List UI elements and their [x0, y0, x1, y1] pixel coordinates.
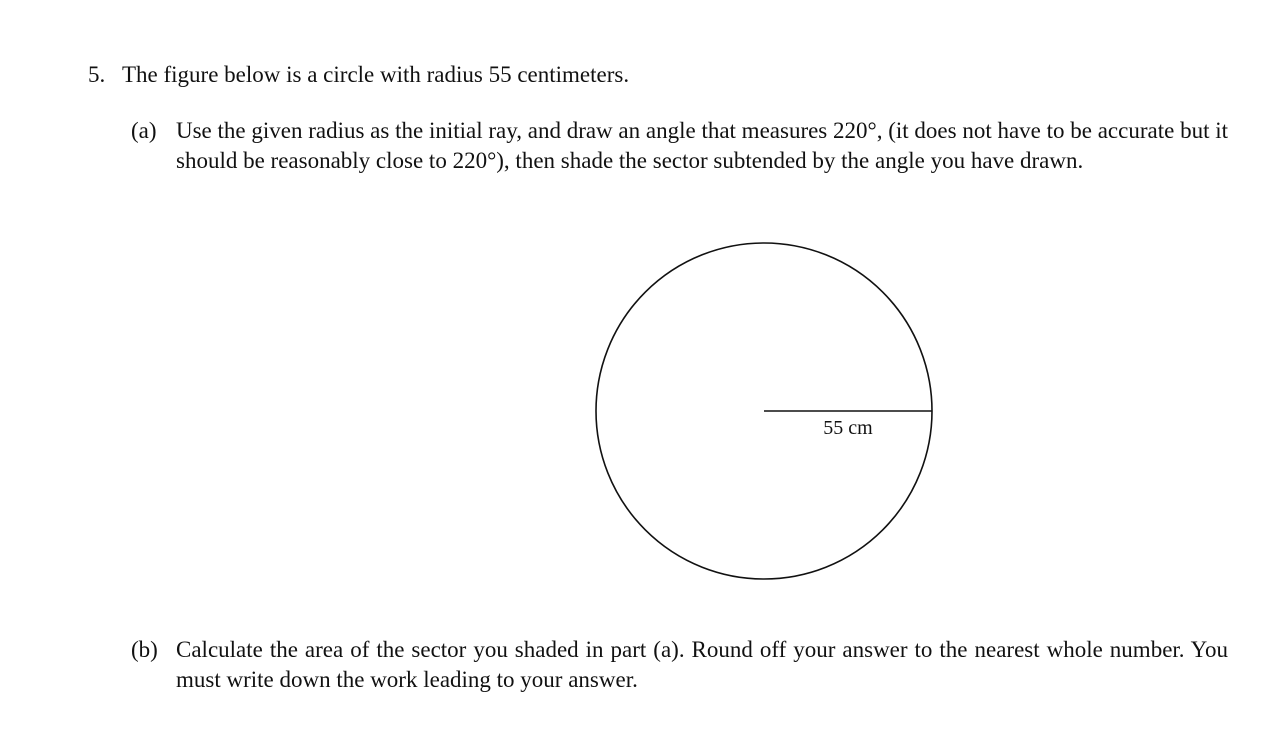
part-a-text: Use the given radius as the initial ray, and draw an angle that measures 220°, (it does not have to be accurate but it should be reasonably close to 220°), then shade the sector subtended by the angle you have drawn. [176, 118, 1228, 173]
question-text: The figure below is a circle with radius 55 centimeters. [122, 62, 630, 87]
radius-label: 55 cm [823, 417, 873, 439]
part-b-label: (b) [131, 637, 158, 662]
part-b-text: Calculate the area of the sector you shaded in part (a). Round off your answer to the nearest whole number. You must write down the work leading to your answer. [176, 637, 1228, 692]
part-a-label: (a) [131, 118, 157, 143]
circle-outline [596, 243, 932, 579]
question-number: 5. [88, 62, 106, 87]
